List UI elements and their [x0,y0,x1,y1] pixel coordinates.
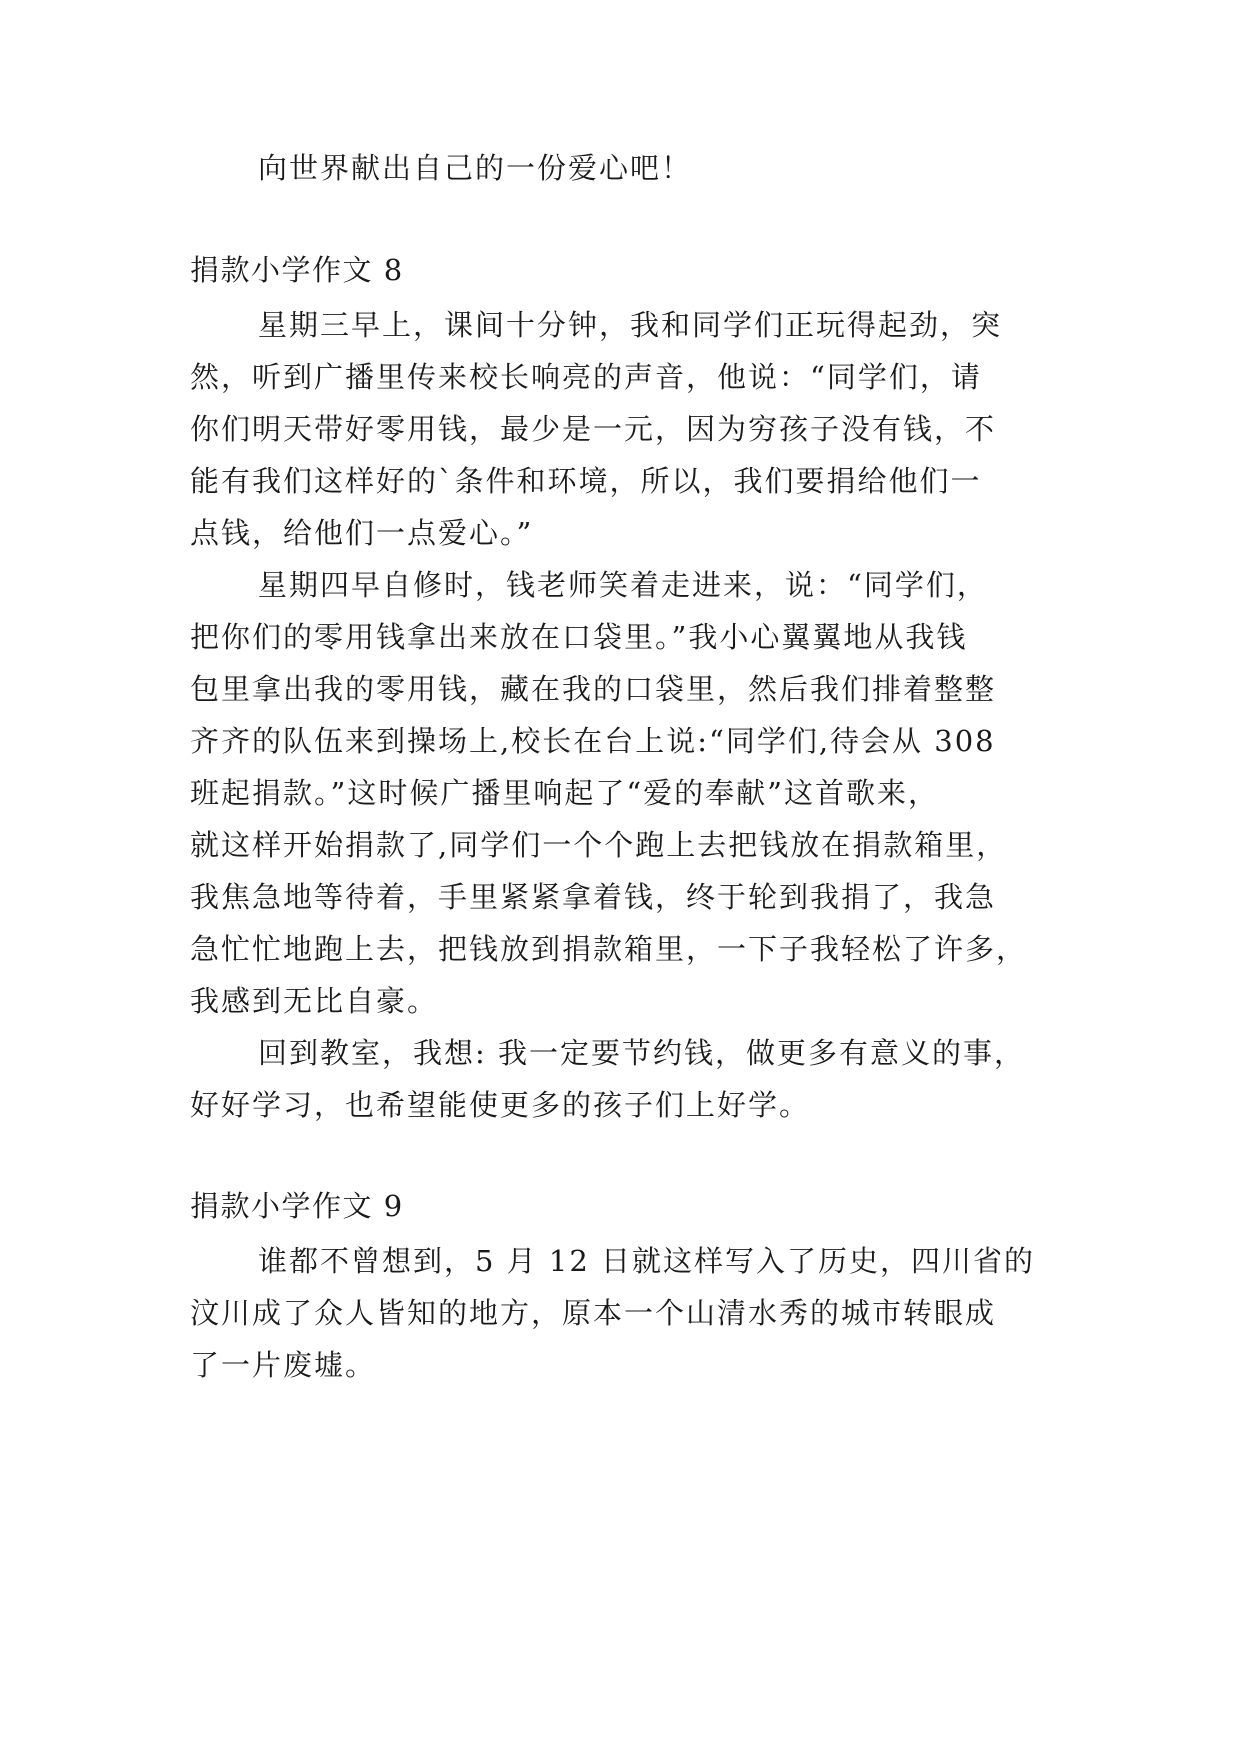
paragraph-line: 汶川成了众人皆知的地方，原本一个山清水秀的城市转眼成 [190,1296,997,1330]
paragraph-line: 把你们的零用钱拿出来放在口袋里。”我小心翼翼地从我钱 [190,620,968,654]
paragraph-line: 齐齐的队伍来到操场上,校长在台上说:“同学们,待会从 308 [190,724,996,758]
paragraph-line: 我感到无比自豪。 [190,984,439,1018]
paragraph-line: 了一片废墟。 [190,1348,377,1382]
paragraph-line: 回到教室，我想: 我一定要节约钱，做更多有意义的事， [258,1036,1025,1070]
paragraph-line: 包里拿出我的零用钱，藏在我的口袋里，然后我们排着整整 [190,672,997,706]
paragraph-line: 急忙忙地跑上去，把钱放到捐款箱里，一下子我轻松了许多， [190,932,1028,966]
paragraph-line: 我焦急地等待着，手里紧紧拿着钱，终于轮到我捐了，我急 [190,880,997,914]
essay-title: 捐款小学作文 8 [190,253,404,287]
paragraph-line: 点钱，给他们一点爱心。” [190,516,534,550]
paragraph-line: 然，听到广播里传来校长响亮的声音，他说：“同学们，请 [190,360,982,394]
paragraph-line: 班起捐款。”这时候广播里响起了“爱的奉献”这首歌来， [190,776,939,810]
paragraph-line: 星期三早上，课间十分钟，我和同学们正玩得起劲，突 [258,308,1003,342]
paragraph-line: 能有我们这样好的`条件和环境，所以，我们要捐给他们一 [190,464,982,498]
paragraph-line: 向世界献出自己的一份爱心吧！ [258,151,693,185]
paragraph-line: 你们明天带好零用钱，最少是一元，因为穷孩子没有钱，不 [190,412,997,446]
paragraph-line: 星期四早自修时，钱老师笑着走进来，说：“同学们， [258,568,988,602]
paragraph-line: 谁都不曾想到，5 月 12 日就这样写入了历史，四川省的 [258,1244,1036,1278]
paragraph-line: 好好学习，也希望能使更多的孩子们上好学。 [190,1088,811,1122]
paragraph-line: 就这样开始捐款了,同学们一个个跑上去把钱放在捐款箱里， [190,828,1008,862]
essay-title: 捐款小学作文 9 [190,1189,404,1223]
